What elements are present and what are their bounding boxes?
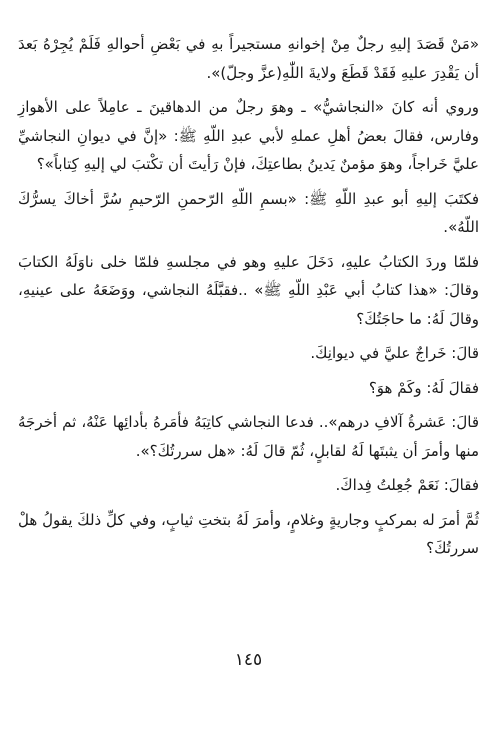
paragraph-yes: فقالَ: نَعَمْ جُعِلتُ فِداكَ. [335,476,479,494]
paragraph-najashi-intro: وروي أنه كانَ «النجاشيُّ» ـ وهوَ رجلٌ من الدهاقينَ ـ عامِلاً على الأهوازِ وفارس، فقالَ بعضُ أهلِ عملهِ لأبي عبدِ اللّهِ ﷺ: «إنَّ في ديوانِ النجاشيِّ عليَّ خَراجاً، وهوَ مؤمنٌ يَدينُ بطاعتِكَ، فإنْ رَأيتَ أن تكْتبَ لي إليهِ كِتاباً»؟ [18,98,479,173]
paragraph-letter-delivered: فلمّا وردَ الكتابُ عليهِ، دَخَلَ عليهِ وهو في مجلسهِ فلمّا خلى ناوَلَهُ الكتابَ وقالَ: «هذا كتابُ أبي عَبْدِ اللّهِ ﷺ» ..فقبَّلَهُ النجاشي، ووَضَعَهُ على عينيهِ، وقالَ لَهُ: ما حاجَتُكَ؟ [18,252,479,328]
paragraph-how-much: فقالَ لَهُ: وكَمْ هوَ؟ [368,378,479,397]
paragraph-gifts: ثُمَّ أمرَ له بمركبٍ وجاريةٍ وغلامٍ، وأمرَ لَهُ بتختِ ثيابٍ، وفي كلِّ ذلكَ يقولُ هلْ سررتُكَ؟ [18,510,479,557]
paragraph-letter: فكتَبَ إليهِ أبو عبدِ اللّهِ ﷺ: «بسمِ اللّهِ الرّحمنِ الرّحيمِ سُرَّ أخاكَ يسرُّكَ اللّهُ». [18,189,479,236]
paragraph-reply-kharaj: قالَ: خَراجٌ عليَّ في ديوانِكَ. [310,344,479,362]
body-text [18,30,479,569]
paragraph-ten-thousand: قالَ: عَشرةُ آلافِ درهم».. فدعا النجاشي كاتِبَهُ فأمَرهُ بأدائِها عَنْهُ، ثم أخرجَهُ منها وأمرَ أن يثبتَها لَهُ لقابلٍ، ثُمّ قالَ لَهُ: «هل سررتُكَ؟». [18,413,479,460]
paragraph-hadith-quote: «مَنْ قَصَدَ إليهِ رجلٌ مِنْ إخوانهِ مستجيراً بهِ في بَعْضِ أحوالهِ فَلَمْ يُجِرْهُ بَعدَ أن يَقْدِرَ عليهِ فَقَدْ قَطَعَ ولايةَ اللّٰهِ(عزَّ وجلّ)». [18,35,479,82]
page-number: ١٤٥ [234,650,263,670]
